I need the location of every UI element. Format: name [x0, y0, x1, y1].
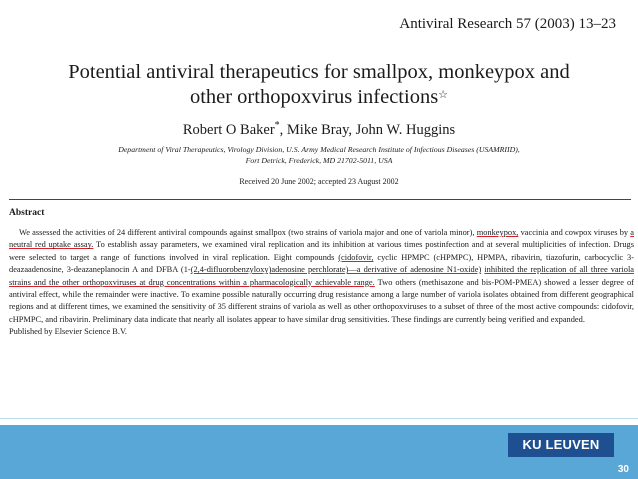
affiliation [0, 144, 638, 166]
corresponding-author-mark: * [274, 120, 280, 131]
author-first: Robert O Baker [182, 121, 275, 138]
highlight-inhibition: inhibited the replication of all three variola strains and the other orthopoxviruses at drug concentrations within a pharmacologically achievable range. [9, 265, 634, 287]
abstract-text-1: We assessed the activities of 24 different antiviral compounds against smallpox (two strains of variola major and one of variola minor), [19, 228, 475, 237]
title-line-1: Potential antiviral therapeutics for smallpox, monkeypox and [68, 61, 570, 83]
abstract-text-3: To establish assay parameters, we examined viral replication and its inhibition at various times postinfection and at several multiplicities of infection. Drugs were selected to target a range of functions involved in viral replication. Eight compounds [9, 240, 634, 262]
abstract-body [9, 227, 634, 339]
journal-reference: Antiviral Research 57 (2003) 13–23 [399, 16, 616, 32]
footer-divider [0, 418, 638, 419]
author-list [0, 120, 638, 139]
highlight-assay: a neutral red uptake assay. [9, 228, 635, 250]
abstract-text-4: cyclic HPMPC (cHPMPC), HPMPA, ribavirin, tiazofurin, carbocyclic 3-deazaadenosine, 3-deazaneplanocin A and DFBA (1- [9, 252, 634, 275]
received-dates: Received 20 June 2002; accepted 23 August 2002 [239, 177, 399, 186]
abstract-text-2: vaccinia and cowpox viruses by [518, 228, 631, 237]
paper-title [0, 60, 638, 110]
title-line-2 [0, 85, 638, 110]
highlight-monkeypox: monkeypox, [476, 228, 519, 237]
page-number: 30 [617, 464, 629, 475]
title-line-2-text: other orthopoxvirus infections [189, 86, 439, 108]
author-rest: , Mike Bray, John W. Huggins [279, 121, 456, 138]
highlight-dfba: (2,4-difluorobenzyloxy)adenosine perchlorate)—a derivative of adenosine N1-oxide) [190, 265, 482, 275]
abstract-heading: Abstract [9, 208, 45, 218]
highlight-cidofovir: (cidofovir, [338, 252, 374, 262]
abstract-text-6: Two others (methisazone and bis-POM-PMEA) showed a lesser degree of antiviral effect, while the remainder were inactive. To examine possible naturally occurring drug resistance among a large number of variola isolates obtained from different geographical regions and at different times, we examined the sensitivity of 35 different strains of variola as well as other orthopoxviruses to a subset of three of the most active compounds: cidofovir, cHPMPC, and ribavirin. Preliminary data indicate that nearly all isolates appear to have similar drug sensitivities. These findings are currently being verified and expanded. [9, 277, 634, 324]
affiliation-line-1: Department of Viral Therapeutics, Virology Division, U.S. Army Medical Research Institute of Infectious Diseases (USAMRIID), [118, 145, 520, 154]
abstract-paragraph [9, 227, 634, 326]
top-divider [9, 199, 631, 200]
title-footnote-mark: ☆ [438, 89, 449, 101]
publisher-line: Published by Elsevier Science B.V. [9, 327, 128, 337]
ku-leuven-logo: KU LEUVEN [508, 433, 614, 457]
affiliation-line-2: Fort Detrick, Frederick, MD 21702-5011, USA [245, 156, 393, 165]
